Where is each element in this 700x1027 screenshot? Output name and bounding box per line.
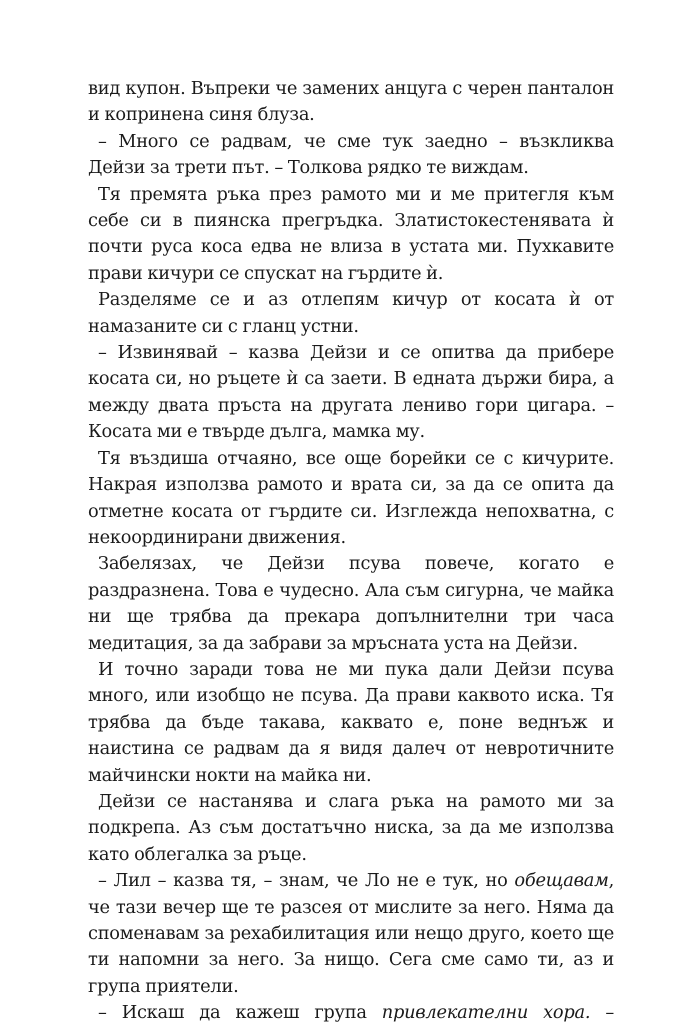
paragraph-text: – <box>590 1002 614 1024</box>
paragraph-text: – Искаш да кажеш група <box>98 1002 382 1024</box>
emphasis-text: привлекателни хора. <box>381 1002 591 1024</box>
paragraph: Дейзи се настанява и слага ръка на рамото ми за подкрепа. Аз съм достатъчно ниска, за да ме използва като облегалка за ръце. <box>88 790 614 865</box>
paragraph: Тя въздиша отчаяно, все още борейки се с кичурите. Накрая използва рамото и врата си, за да се опита да отметне косата от гърдите си. Изглежда непохватна, с некоординирани движения. <box>88 447 614 548</box>
paragraph: – Извинявай – казва Дейзи и се опитва да прибере косата си, но ръцете ѝ са заети. В едната държи бира, а между двата пръста на другата лениво гори цигара. – Косата ми е твърде дълга, мамка му. <box>88 342 614 443</box>
paragraph <box>88 868 614 1000</box>
paragraph-text: , че тази вечер ще те разсея от мислите за него. Няма да споменавам за рехабилитация или нещо друго, което ще ти напомни за него. За нищо. Сега сме само ти, аз и група приятели. <box>88 870 614 997</box>
emphasis-text: обещавам <box>514 870 609 892</box>
book-page <box>88 76 614 1027</box>
paragraph-text: – Лил – казва тя, – знам, че Ло не е тук, но <box>98 870 515 892</box>
paragraph: – Много се радвам, че сме тук заедно – възкликва Дейзи за трети път. – Толкова рядко те виждам. <box>88 130 614 179</box>
paragraph: Забелязах, че Дейзи псува повече, когато е раздразнена. Това е чудесно. Ала съм сигурна, че майка ни ще трябва да прекара допълнителни три часа медитация, за да забрави за мръсната уста на Дейзи. <box>88 553 614 654</box>
paragraph: Разделяме се и аз отлепям кичур от косата ѝ от намазаните си с гланц устни. <box>88 289 614 337</box>
paragraph: Тя премята ръка през рамото ми и ме притегля към себе си в пиянска прегръдка. Златистокестенявата ѝ почти руса коса едва не влиза в устата ми. Пухкавите прави кичури се спускат на гърдите ѝ. <box>88 183 614 284</box>
paragraph <box>88 1000 614 1026</box>
paragraph: вид купон. Въпреки че замених анцуга с черен панталон и копринена синя блуза. <box>88 78 614 126</box>
paragraph: И точно заради това не ми пука дали Дейзи псува много, или изобщо не псува. Да прави каквото иска. Тя трябва да бъде такава, каквато е, поне веднъж и наистина се радвам да я видя далеч от невротичните майчински нокти на майка ни. <box>88 658 614 786</box>
